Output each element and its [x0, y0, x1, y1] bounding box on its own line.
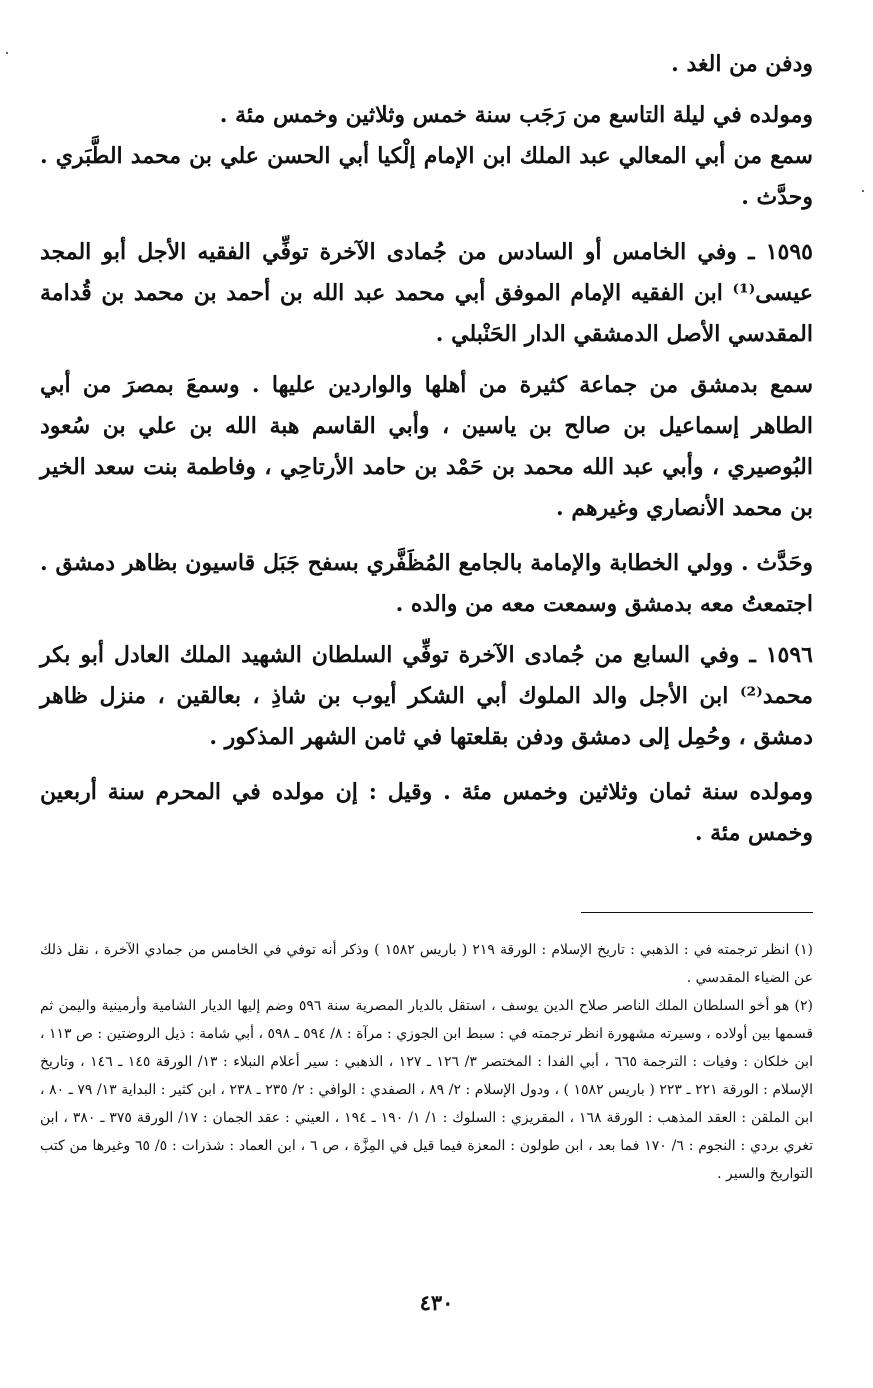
entry-1595: ١٥٩٥ ـ وفي الخامس أو السادس من جُمادى الآخرة توفِّي الفقيه الأجل أبو المجد عيسى⁽¹⁾ ابن الفقيه الإمام الموفق أبي محمد عبد الله بن أحمد بن محمد بن قُدامة المقدسي الأصل الدمشقي الدار الحَنْبلي .	[40, 239, 813, 347]
paragraph-hearing: سمع من أبي المعالي عبد الملك ابن الإمام إلْكيا أبي الحسن علي بن محمد الطَّبَري . وحدَّث .	[40, 143, 813, 210]
paragraph-sermon: وحَدَّث . وولي الخطابة والإمامة بالجامع المُظَفَّري بسفح جَبَل قاسيون بظاهر دمشق . اجتمعتُ معه بدمشق وسمعت معه من والده .	[40, 550, 813, 617]
footnote-1: (١) انظر ترجمته في : الذهبي : تاريخ الإسلام : الورقة ٢١٩ ( باريس ١٥٨٢ ) وذكر أنه توفي في الخامس من جمادي الآخرة ، نقل ذلك عن الضياء المقدسي .	[40, 942, 814, 986]
footnote-2: (٢) هو أخو السلطان الملك الناصر صلاح الدين يوسف ، استقل بالديار المصرية سنة ٥٩٦ وضم إليها الديار الشامية وأرمينية واليمن ثم قسمها بين أولاده ، وسيرته مشهورة انظر ترجمته في : سبط ابن الجوزي : مرآة : ٨/ ٥٩٤ ـ ٥٩٨ ، أبي شامة : ذيل الروضتين : ص ١١٣ ، ابن خلكان : وفيات : الترجمة ٦٦٥ ، أبي الفدا : المختصر ٣/ ١٢٦ ـ ١٢٧ ، الذهبي : سير أعلام النبلاء : ١٣/ الورقة ١٤٥ ـ ١٤٦ ، وتاريخ الإسلام : الورقة ٢٢١ ـ ٢٢٣ ( باريس ١٥٨٢ ) ، ودول الإسلام : ٢/ ٨٩ ، الصفدي : الوافي : ٢/ ٢٣٥ ـ ٢٣٨ ، ابن كثير : البداية ١٣/ ٧٩ ـ ٨٠ ، ابن الملقن : العقد المذهب : الورقة ١٦٨ ، المقريزي : السلوك : ١/ ١/ ١٩٠ ـ ١٩٤ ، العيني : عقد الجمان : ١٧/ الورقة ٣٧٥ ـ ٣٨٠ ، ابن تغري بردي : النجوم : ٦/ ١٧٠ فما بعد ، ابن طولون : المعزة فيما قيل في المِزَّة ، ص ٦ ، ابن العماد : شذرات : ٥/ ٦٥ وغيرها من كتب التواريخ والسير .	[40, 998, 814, 1182]
footnote-divider	[581, 912, 813, 913]
main-text	[40, 44, 813, 854]
scan-speck	[6, 52, 8, 54]
scan-speck	[862, 190, 864, 192]
paragraph-teachers: سمع بدمشق من جماعة كثيرة من أهلها والواردين عليها . وسمعَ بمصرَ من أبي الطاهر إسماعيل بن صالح بن ياسين ، وأبي القاسم هبة الله بن علي بن سُعود البُوصيري ، وأبي عبد الله محمد بن حَمْد بن حامد الأرتاحِي ، وفاطمة بنت سعد الخير بن محمد الأنصاري وغيرهم .	[40, 372, 813, 521]
footnotes	[40, 936, 813, 1188]
paragraph-burial: ودفن من الغد .	[671, 51, 813, 77]
paragraph-birth: ومولده في ليلة التاسع من رَجَب سنة خمس وثلاثين وخمس مئة .	[219, 102, 813, 128]
page-number: ٤٣٠	[419, 1290, 454, 1315]
entry-1596: ١٥٩٦ ـ وفي السابع من جُمادى الآخرة توفِّي السلطان الشهيد الملك العادل أبو بكر محمد⁽²⁾ ابن الأجل والد الملوك أبي الشكر أيوب بن شاذِ ، بعالقين ، منزل ظاهر دمشق ، وحُمِل إلى دمشق ودفن بقلعتها في ثامن الشهر المذكور .	[40, 642, 813, 750]
paragraph-birth-adil: ومولده سنة ثمان وثلاثين وخمس مئة . وقيل : إن مولده في المحرم سنة أربعين وخمس مئة .	[40, 779, 813, 846]
